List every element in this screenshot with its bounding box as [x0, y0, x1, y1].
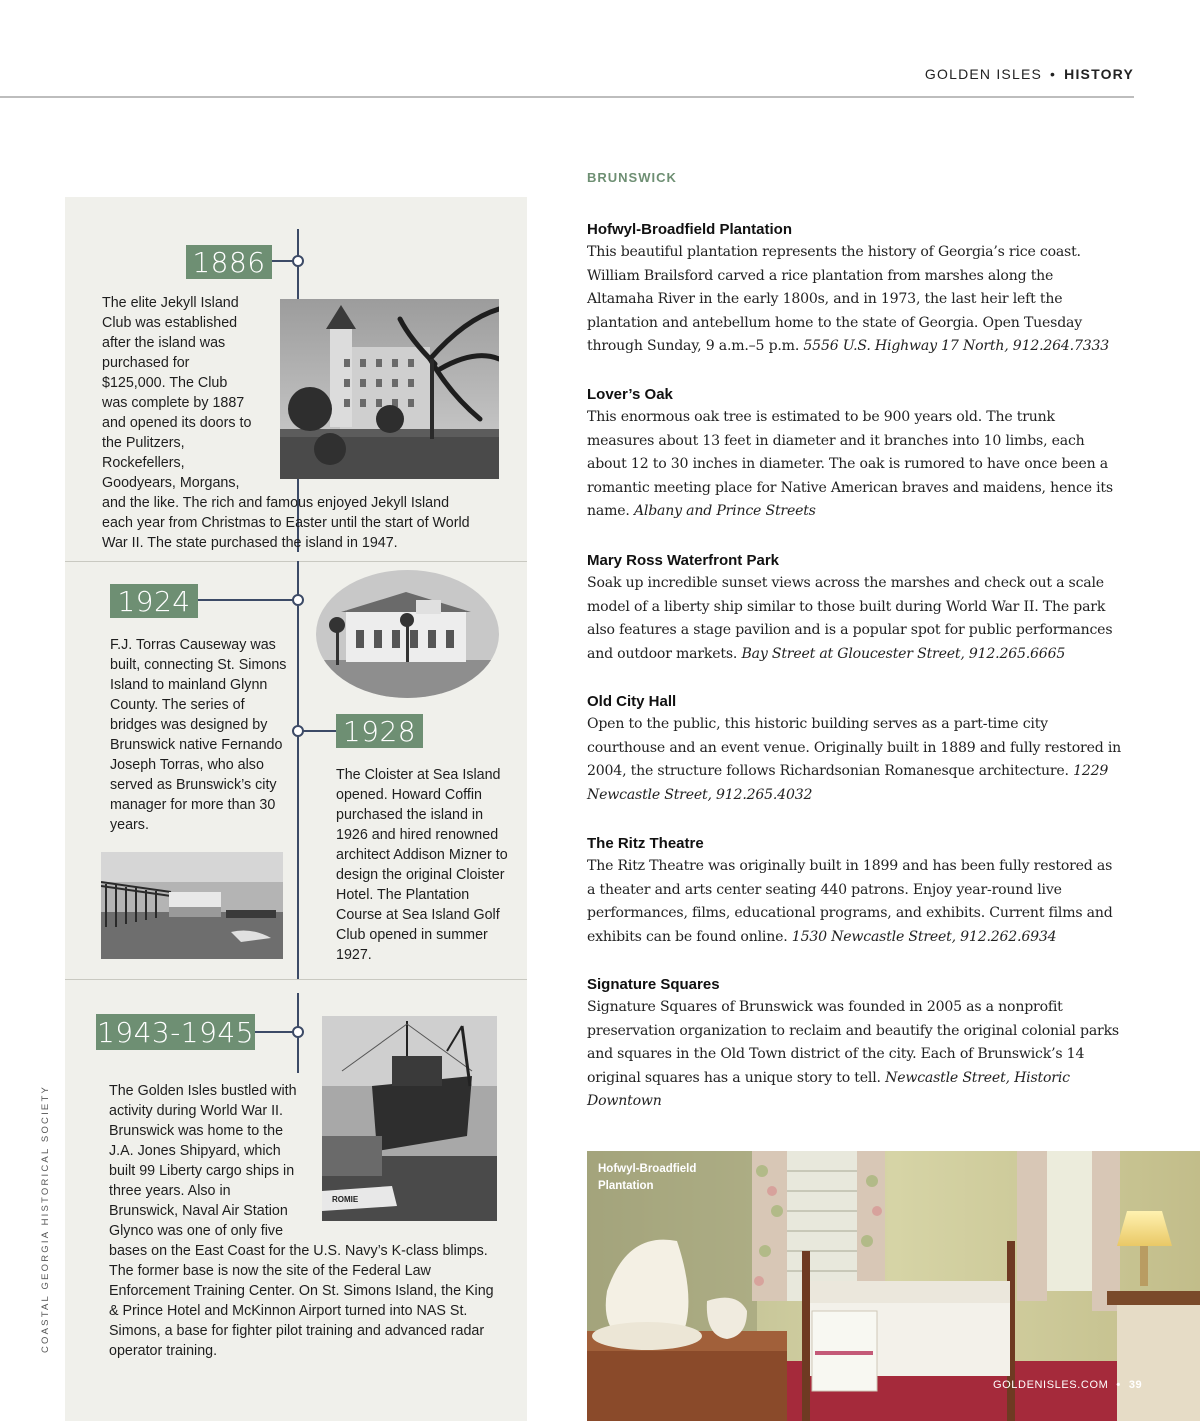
- entry-title: Lover’s Oak: [587, 386, 673, 403]
- year-label-1928: 1928: [336, 714, 423, 748]
- entry-body: [587, 996, 1122, 1114]
- torras-causeway-hotel-photo: [316, 570, 499, 698]
- folio-site: GOLDENISLES.COM: [993, 1379, 1109, 1391]
- boat-name: ROMIE: [332, 1195, 359, 1204]
- entry-title: Signature Squares: [587, 976, 720, 993]
- timeline-body: The Golden Isles bustled with activity during World War II. Brunswick was home to the J.A. Jones Shipyard, which built 99 Liberty cargo ships in three years. Also in Brunswick, Naval Air Station Glynco was one of only five bases on the East Coast for the U.S. Navy’s K-class blimps. The former base is now the site of the Federal Law Enforcement Training Center. On St. Simons Island, the King & Prince Hotel and McKinnon Airport turned into NAS St. Simons, a base for fighter pilot training and advanced radar operator training.: [109, 1083, 494, 1359]
- entry-mary-ross-waterfront-park: [587, 550, 1122, 666]
- year-label-1886: 1886: [186, 245, 272, 279]
- entry-description: The Ritz Theatre was originally built in 1899 and has been fully restored as a theater and arts center seating 440 patrons. Enjoy year-round live performances, films, educational programs, and exhibits. Current films and exhibits can be found online.: [587, 858, 1113, 945]
- text-wrap-spacer: [253, 293, 477, 488]
- entry-title: Mary Ross Waterfront Park: [587, 552, 779, 569]
- entry-description: Soak up incredible sunset views across the marshes and check out a scale model of a liberty ship similar to those built during World War II. The park also features a stage pavilion and is a popular spot for public performances and outdoor markets.: [587, 575, 1113, 662]
- photo-credit: COASTAL GEORGIA HISTORICAL SOCIETY: [40, 1084, 51, 1353]
- timeline-divider: [65, 979, 527, 980]
- timeline-divider: [65, 561, 527, 562]
- entry-signature-squares: [587, 974, 1122, 1114]
- entry-address: Bay Street at Gloucester Street, 912.265.6665: [741, 645, 1066, 662]
- timeline-node: [292, 255, 304, 267]
- page-folio: [993, 1379, 1142, 1391]
- header-rule: [0, 96, 1134, 98]
- year-label-1924: 1924: [110, 584, 198, 618]
- timeline-text-1886: [102, 293, 477, 553]
- entry-description: Open to the public, this historic building serves as a part-time city courthouse and an event venue. Originally built in 1889 and fully restored in 2004, the structure follows Richardsonian Romanesque architecture.: [587, 716, 1122, 780]
- header-separator: •: [1050, 66, 1057, 82]
- entry-title: Old City Hall: [587, 693, 677, 710]
- causeway-bridge-photo: [101, 852, 283, 959]
- entry-address: 5556 U.S. Highway 17 North, 912.264.7333: [803, 338, 1110, 355]
- timeline-connector: [196, 599, 296, 601]
- entry-address: 1229 Newcastle Street, 912.265.4032: [587, 763, 1109, 803]
- entry-body: [587, 572, 1122, 666]
- entry-old-city-hall: [587, 691, 1122, 807]
- entry-body: [587, 855, 1122, 949]
- header-section: HISTORY: [1064, 66, 1134, 82]
- year-label-1943-1945: 1943-1945: [96, 1015, 255, 1049]
- entry-description: Signature Squares of Brunswick was founded in 2005 as a nonprofit preservation organization to reclaim and beautify the original colonial parks and squares in the Old Town district of the city. Each of Brunswick’s 14 original squares has a unique story to tell.: [587, 999, 1119, 1086]
- timeline-text-1943-1945: [109, 1081, 499, 1361]
- folio-separator: •: [1116, 1379, 1121, 1391]
- timeline-text-1924: F.J. Torras Causeway was built, connecting St. Simons Island to mainland Glynn County. The series of bridges was designed by Brunswick native Fernando Joseph Torras, who also served as Brunswick’s city manager for more than 30 years.: [110, 637, 287, 833]
- entry-body: [587, 241, 1122, 359]
- timeline-text-1928: The Cloister at Sea Island opened. Howard Coffin purchased the island in 1926 and hired renowned architect Addison Mizner to design the original Cloister Hotel. The Plantation Course at Sea Island Golf Club opened in summer 1927.: [336, 767, 508, 963]
- entry-address: Newcastle Street, Historic Downtown: [587, 1069, 1070, 1110]
- header-magazine: GOLDEN ISLES: [924, 66, 1043, 82]
- timeline-connector: [254, 1031, 296, 1033]
- entry-address: Albany and Prince Streets: [633, 503, 816, 520]
- section-kicker: BRUNSWICK: [587, 170, 677, 185]
- entry-hofwyl-broadfield: [587, 219, 1122, 359]
- photo-caption: Hofwyl-Broadfield Plantation: [598, 1163, 697, 1192]
- text-wrap-spacer: [299, 1081, 499, 1241]
- timeline-node: [292, 594, 304, 606]
- entry-description: This beautiful plantation represents the history of Georgia’s rice coast. William Brailsford carved a rice plantation from marshes along the Altamaha River in the early 1800s, and in 1973, the last heir left the plantation and antebellum home to the state of Georgia. Open Tuesday through Sunday, 9 a.m.–5 p.m.: [587, 244, 1082, 355]
- entry-ritz-theatre: [587, 833, 1122, 949]
- timeline-body: The elite Jekyll Island Club was established after the island was purchased for $125,000. The Club was complete by 1887 and opened its doors to the Pulitzers, Rockefellers, Goodyears, Morgans, and the like. The rich and famous enjoyed Jekyll Island each year from Christmas to Easter until the start of World War II. The state purchased the island in 1947.: [102, 295, 470, 551]
- timeline-line: [297, 561, 299, 979]
- running-header: [925, 66, 1134, 82]
- timeline-node: [292, 1026, 304, 1038]
- entry-body: [587, 713, 1122, 807]
- entry-body: [587, 406, 1122, 524]
- entry-lovers-oak: [587, 384, 1122, 524]
- timeline-connector: [298, 730, 338, 732]
- entry-title: Hofwyl-Broadfield Plantation: [587, 221, 793, 238]
- entry-address: 1530 Newcastle Street, 912.262.6934: [791, 928, 1057, 945]
- entry-description: This enormous oak tree is estimated to be 900 years old. The trunk measures about 13 feet in diameter and it branches into 10 limbs, each about 12 to 30 inches in diameter. The oak is rumored to have once been a romantic meeting place for Native American braves and maidens, hence its name.: [587, 409, 1113, 520]
- timeline-node: [292, 725, 304, 737]
- page-number: 39: [1128, 1379, 1143, 1391]
- entry-title: The Ritz Theatre: [587, 835, 704, 852]
